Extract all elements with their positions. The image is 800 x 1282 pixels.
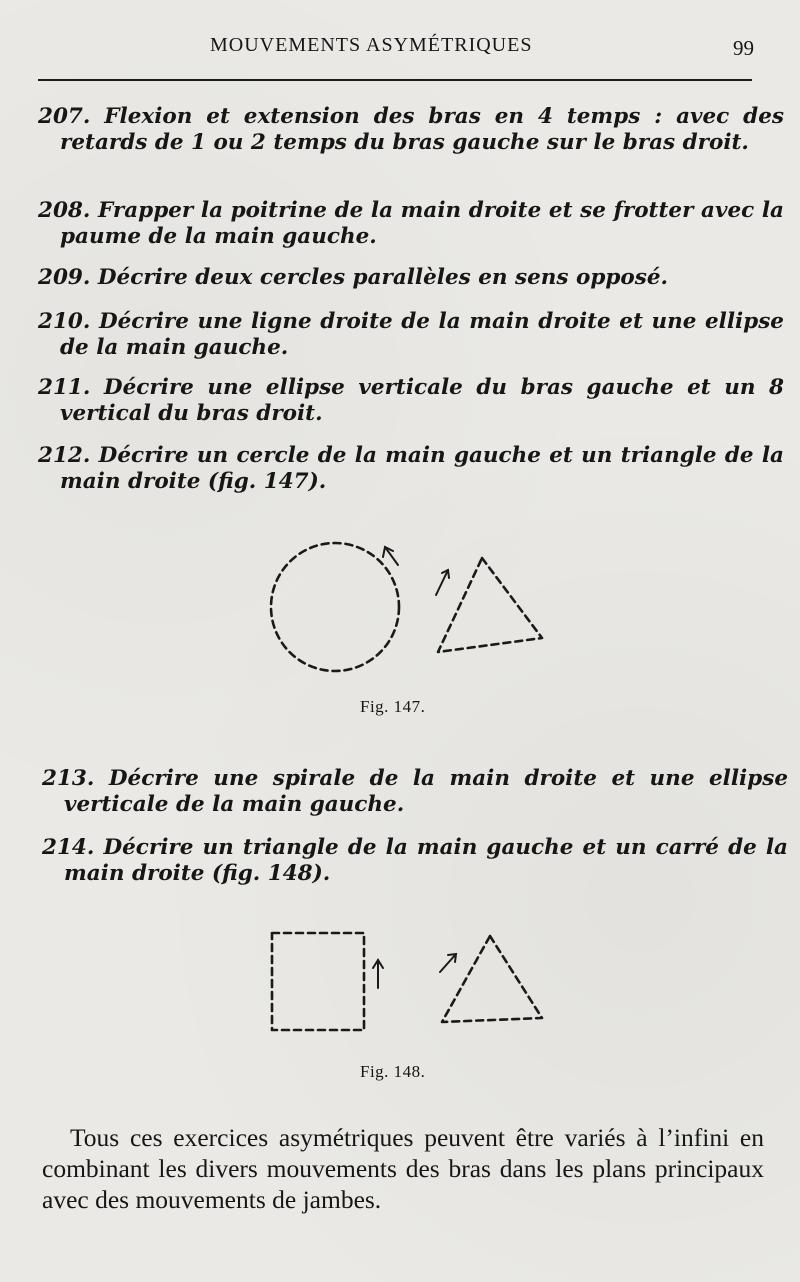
- dashed-triangle-shape: [442, 936, 542, 1022]
- arrow-icon: [373, 954, 456, 988]
- exercise-number: 212.: [38, 443, 91, 468]
- exercise-number: 208.: [38, 198, 91, 223]
- exercise-number: 209.: [38, 265, 91, 290]
- exercise-209: [38, 265, 784, 291]
- closing-paragraph: Tous ces exercices asymétriques peuvent être variés à l’infini en combinant les divers mouvements des bras dans les plans principaux avec des mouvements de jambes.: [42, 1123, 764, 1214]
- exercise-number: 210.: [38, 309, 91, 334]
- exercise-text: Décrire un triangle de la main gauche et un carré de la main droite (fig. 148).: [64, 835, 788, 886]
- exercise-number: 213.: [42, 766, 95, 791]
- exercise-213: [42, 766, 788, 818]
- figure-148: [260, 922, 560, 1042]
- exercise-208: [38, 198, 784, 250]
- exercise-text: Décrire un cercle de la main gauche et un triangle de la main droite (fig. 147).: [60, 443, 784, 494]
- dashed-circle-shape: [271, 543, 399, 671]
- figure-caption-147: Fig. 147.: [360, 697, 426, 716]
- exercise-number: 207.: [38, 104, 91, 129]
- exercise-number: 211.: [38, 375, 91, 400]
- exercise-207: [38, 104, 784, 156]
- header-rule: [38, 79, 752, 81]
- exercise-214: [42, 835, 788, 887]
- exercise-text: Frapper la poitrine de la main droite et se frotter avec la paume de la main gauche.: [60, 198, 784, 249]
- exercise-text: Décrire deux cercles parallèles en sens opposé.: [97, 265, 669, 290]
- dashed-triangle-shape: [438, 558, 542, 652]
- exercise-text: Décrire une ligne droite de la main droite et une ellipse de la main gauche.: [60, 309, 784, 360]
- figure-147: [250, 530, 570, 690]
- exercise-211: [38, 375, 784, 427]
- exercise-210: [38, 309, 784, 361]
- page-header: [38, 32, 754, 62]
- arrow-icon: [383, 547, 449, 595]
- dashed-square-shape: [272, 933, 364, 1030]
- exercise-text: Flexion et extension des bras en 4 temps : avec des retards de 1 ou 2 temps du bras gauche sur le bras droit.: [60, 104, 784, 155]
- figure-caption-148: Fig. 148.: [360, 1062, 426, 1081]
- exercise-212: [38, 443, 784, 495]
- running-title: MOUVEMENTS ASYMÉTRIQUES: [210, 34, 533, 56]
- exercise-number: 214.: [42, 835, 95, 860]
- exercise-text: Décrire une spirale de la main droite et une ellipse verticale de la main gauche.: [64, 766, 788, 817]
- page-number: 99: [733, 36, 754, 60]
- exercise-text: Décrire une ellipse verticale du bras gauche et un 8 vertical du bras droit.: [60, 375, 784, 426]
